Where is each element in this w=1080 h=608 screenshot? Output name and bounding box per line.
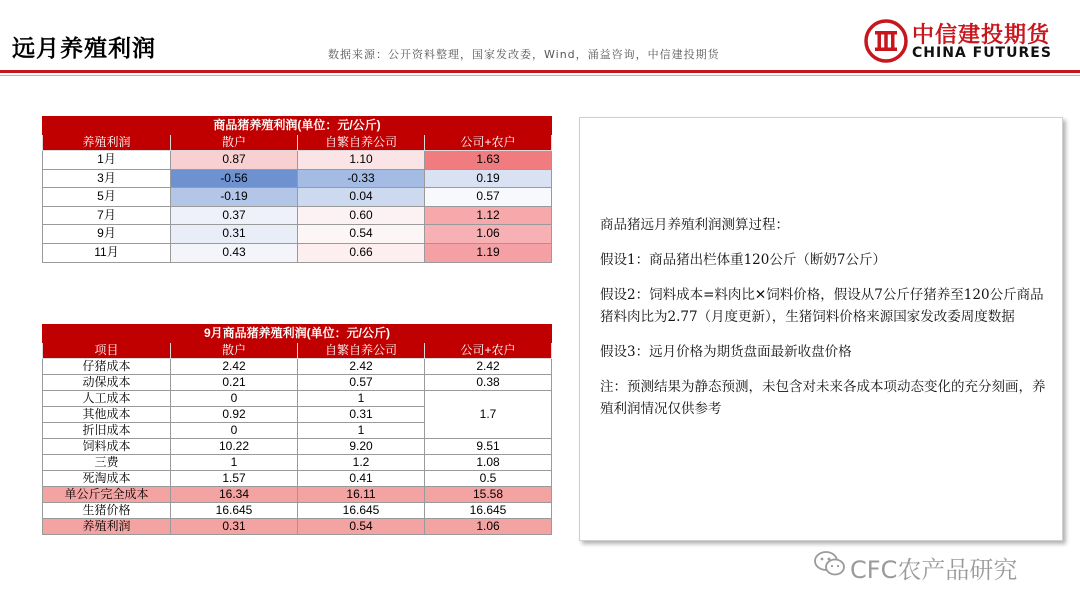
table-cell: 1 bbox=[298, 391, 425, 407]
cost-breakdown-table bbox=[42, 324, 552, 535]
table-row bbox=[43, 188, 552, 207]
table-cell: 0.57 bbox=[298, 375, 425, 391]
row-label: 其他成本 bbox=[43, 407, 171, 423]
row-label: 3月 bbox=[43, 169, 171, 188]
table-row bbox=[43, 151, 552, 170]
row-label: 三费 bbox=[43, 455, 171, 471]
table-cell: 0.04 bbox=[298, 188, 425, 207]
table-cell: 0.60 bbox=[298, 206, 425, 225]
table-cell: 1 bbox=[298, 423, 425, 439]
table-cell: 16.645 bbox=[298, 503, 425, 519]
table-cell: 0.19 bbox=[425, 169, 552, 188]
row-label: 折旧成本 bbox=[43, 423, 171, 439]
disclaimer-note: 注：预测结果为静态预测，未包含对未来各成本项动态变化的充分刻画，养殖利润情况仅供参考 bbox=[600, 379, 1046, 417]
table-row-highlight bbox=[43, 487, 552, 503]
table-cell: 1 bbox=[171, 455, 298, 471]
table-row bbox=[43, 206, 552, 225]
row-label: 7月 bbox=[43, 206, 171, 225]
table-cell: 15.58 bbox=[425, 487, 552, 503]
table-title: 9月商品猪养殖利润(单位：元/公斤) bbox=[43, 325, 552, 343]
table-cell: 2.42 bbox=[425, 359, 552, 375]
assumption-1: 假设1：商品猪出栏体重120公斤（断奶7公斤） bbox=[600, 252, 886, 268]
merged-cell: 1.7 bbox=[425, 391, 552, 439]
table-cell: 0.41 bbox=[298, 471, 425, 487]
table-cell: -0.56 bbox=[171, 169, 298, 188]
table-cell: 9.20 bbox=[298, 439, 425, 455]
source-note: 数据来源：公开资料整理，国家发改委，Wind，涌益咨询，中信建投期货 bbox=[328, 48, 720, 61]
table-cell: 0.31 bbox=[298, 407, 425, 423]
row-label: 1月 bbox=[43, 151, 171, 170]
table-cell: 0.66 bbox=[298, 243, 425, 262]
table-cell: 0.31 bbox=[171, 225, 298, 244]
row-label: 9月 bbox=[43, 225, 171, 244]
logo-english-name: CHINA FUTURES bbox=[912, 45, 1052, 61]
column-header: 项目 bbox=[43, 343, 171, 359]
row-label: 动保成本 bbox=[43, 375, 171, 391]
page-title: 远月养殖利润 bbox=[12, 36, 156, 62]
table-cell: 0 bbox=[171, 423, 298, 439]
table-cell: 0 bbox=[171, 391, 298, 407]
assumptions-text bbox=[600, 214, 1050, 433]
row-label: 仔猪成本 bbox=[43, 359, 171, 375]
column-header: 散户 bbox=[171, 135, 298, 151]
watermark-text: CFC农产品研究 bbox=[850, 556, 1018, 584]
table-cell: -0.33 bbox=[298, 169, 425, 188]
table-cell: 9.51 bbox=[425, 439, 552, 455]
table-row bbox=[43, 455, 552, 471]
column-header: 公司+农户 bbox=[425, 135, 552, 151]
table-row bbox=[43, 503, 552, 519]
table-row bbox=[43, 375, 552, 391]
table-cell: 1.57 bbox=[171, 471, 298, 487]
table-row bbox=[43, 169, 552, 188]
table-cell: 2.42 bbox=[298, 359, 425, 375]
table-row bbox=[43, 391, 552, 407]
row-label: 养殖利润 bbox=[43, 519, 171, 535]
table-cell: -0.19 bbox=[171, 188, 298, 207]
table-cell: 1.06 bbox=[425, 225, 552, 244]
assumptions-box bbox=[579, 117, 1063, 541]
column-header: 散户 bbox=[171, 343, 298, 359]
table-cell: 0.5 bbox=[425, 471, 552, 487]
table-row bbox=[43, 439, 552, 455]
table-title: 商品猪养殖利润(单位：元/公斤) bbox=[43, 117, 552, 135]
wechat-icon bbox=[812, 549, 848, 579]
table-cell: 16.645 bbox=[425, 503, 552, 519]
header-divider-thin bbox=[0, 75, 1080, 76]
watermark bbox=[812, 547, 1072, 583]
table-cell: 1.08 bbox=[425, 455, 552, 471]
table-cell: 16.11 bbox=[298, 487, 425, 503]
table-row bbox=[43, 359, 552, 375]
column-header: 公司+农户 bbox=[425, 343, 552, 359]
table-cell: 0.38 bbox=[425, 375, 552, 391]
table-cell: 1.12 bbox=[425, 206, 552, 225]
table-row bbox=[43, 243, 552, 262]
table-cell: 0.31 bbox=[171, 519, 298, 535]
table-cell: 0.87 bbox=[171, 151, 298, 170]
table-cell: 0.37 bbox=[171, 206, 298, 225]
table-cell: 10.22 bbox=[171, 439, 298, 455]
table-cell: 1.19 bbox=[425, 243, 552, 262]
header-divider bbox=[0, 70, 1080, 73]
table-cell: 1.63 bbox=[425, 151, 552, 170]
table-cell: 0.57 bbox=[425, 188, 552, 207]
citic-logo-icon bbox=[864, 19, 908, 63]
column-header: 自繁自养公司 bbox=[298, 343, 425, 359]
table-cell: 0.43 bbox=[171, 243, 298, 262]
table-cell: 16.645 bbox=[171, 503, 298, 519]
table-cell: 0.21 bbox=[171, 375, 298, 391]
table-cell: 1.06 bbox=[425, 519, 552, 535]
column-header: 自繁自养公司 bbox=[298, 135, 425, 151]
logo-chinese-name: 中信建投期货 bbox=[912, 23, 1051, 48]
table-cell: 0.54 bbox=[298, 225, 425, 244]
row-label: 5月 bbox=[43, 188, 171, 207]
row-label: 饲料成本 bbox=[43, 439, 171, 455]
profit-table-monthly bbox=[42, 116, 552, 263]
assumption-3: 假设3：远月价格为期货盘面最新收盘价格 bbox=[600, 344, 852, 360]
table-cell: 1.2 bbox=[298, 455, 425, 471]
row-label: 11月 bbox=[43, 243, 171, 262]
table-row-highlight bbox=[43, 519, 552, 535]
table-cell: 0.54 bbox=[298, 519, 425, 535]
table-cell: 2.42 bbox=[171, 359, 298, 375]
assumptions-heading: 商品猪远月养殖利润测算过程： bbox=[600, 217, 789, 233]
column-header: 养殖利润 bbox=[43, 135, 171, 151]
logo bbox=[864, 18, 1064, 64]
table-cell: 1.10 bbox=[298, 151, 425, 170]
row-label: 生猪价格 bbox=[43, 503, 171, 519]
table-cell: 16.34 bbox=[171, 487, 298, 503]
assumption-2: 假设2：饲料成本=料肉比✕饲料价格，假设从7公斤仔猪养至120公斤商品猪料肉比为2.77（月度更新），生猪饲料价格来源国家发改委周度数据 bbox=[600, 287, 1044, 325]
row-label: 单公斤完全成本 bbox=[43, 487, 171, 503]
table-row bbox=[43, 471, 552, 487]
row-label: 人工成本 bbox=[43, 391, 171, 407]
row-label: 死淘成本 bbox=[43, 471, 171, 487]
table-cell: 0.92 bbox=[171, 407, 298, 423]
table-row bbox=[43, 225, 552, 244]
